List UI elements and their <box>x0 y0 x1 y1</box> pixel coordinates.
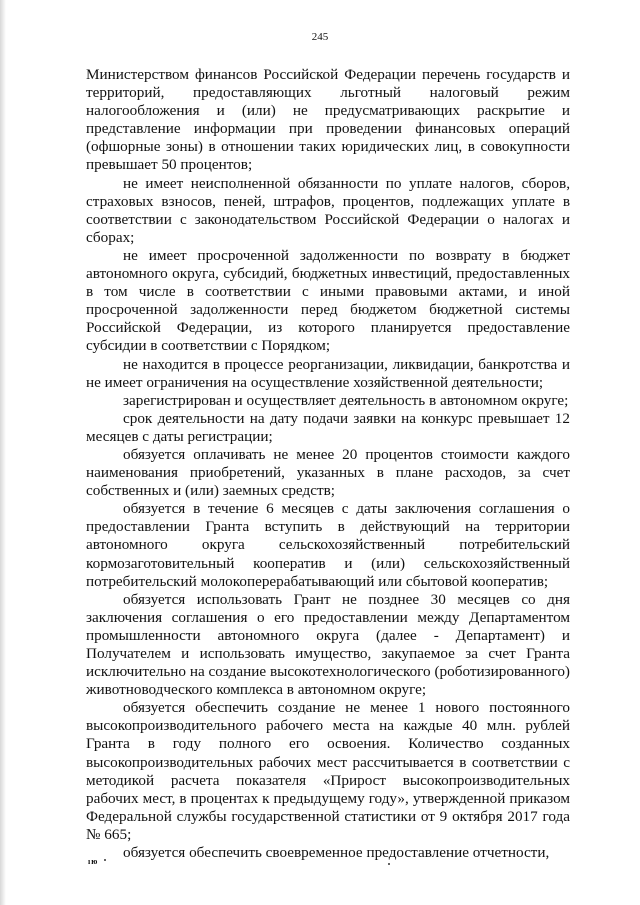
scan-speck <box>104 859 106 861</box>
paragraph-cofinancing: обязуется оплачивать не менее 20 процентов стоимости каждого наименования приобретений, указанных в плане расходов, за счет собственных и (или) заемных средств; <box>86 445 570 500</box>
paragraph-workplaces: обязуется обеспечить создание не менее 1 нового постоянного высокопроизводительного рабочего места на каждые 40 млн. рублей Гранта в году полного его освоения. Количество созданных высокопроизводительных рабочих мест рассчитывается в соответствии с методикой расчета показателя «Прирост высокопроизводительных рабочих мест, в процентах к предыдущему году», утвержденной приказом Федеральной службы государственной статистики от 9 октября 2017 года № 665; <box>86 699 570 843</box>
paragraph-cooperative: обязуется в течение 6 месяцев с даты заключения соглашения о предоставлении Гранта вступить в действующий на территории автономного округа сельскохозяйственный потребительский кормозаготовительный кооператив и (или) сельскохозяйственный потребительский молокоперерабатывающий или сбытовой кооператив; <box>86 500 570 590</box>
paragraph-activity-term: срок деятельности на дату подачи заявки на конкурс превышает 12 месяцев с даты регистрации; <box>86 409 570 445</box>
paragraph-no-tax-debt: не имеет неисполненной обязанности по уплате налогов, сборов, страховых взносов, пеней, штрафов, процентов, подлежащих уплате в соответствии с законодательством Российской Федерации о налогах и сборах; <box>86 174 570 246</box>
paragraph-continuation: Министерством финансов Российской Федерации перечень государств и территорий, предоставляющих льготный налоговый режим налогообложения и (или) не предусматривающих раскрытие и представление информации при проведении финансовых операций (офшорные зоны) в отношении таких юридических лиц, в совокупности превышает 50 процентов; <box>86 66 570 174</box>
page-scan-edge <box>0 0 6 905</box>
scan-speck <box>388 863 390 865</box>
document-body <box>86 66 570 862</box>
paragraph-grant-usage: обязуется использовать Грант не позднее 30 месяцев со дня заключения соглашения о его предоставлении между Департаментом промышленности автономного округа (далее - Департамент) и Получателем и использовать имущество, закупаемое за счет Гранта исключительно на создание высокотехнологического (роботизированного) животноводческого комплекса в автономном округе; <box>86 590 570 699</box>
page-number: 245 <box>311 31 329 43</box>
paragraph-no-reorganization: не находится в процессе реорганизации, ликвидации, банкротства и не имеет ограничения на осуществление хозяйственной деятельности; <box>86 355 570 391</box>
paragraph-reporting: обязуется обеспечить своевременное предоставление отчетности, <box>123 844 550 862</box>
paragraph-no-overdue-debt: не имеет просроченной задолженности по возврату в бюджет автономного округа, субсидий, бюджетных инвестиций, предоставленных в том числе в соответствии с иными правовыми актами, и иной просроченной задолженности перед бюджетом бюджетной системы Российской Федерации, из которого планируется предоставление субсидии в соответствии с Порядком; <box>86 246 570 355</box>
paragraph-registered: зарегистрирован и осуществляет деятельность в автономном округе; <box>123 391 569 409</box>
footer-mark: ıю <box>88 857 99 866</box>
